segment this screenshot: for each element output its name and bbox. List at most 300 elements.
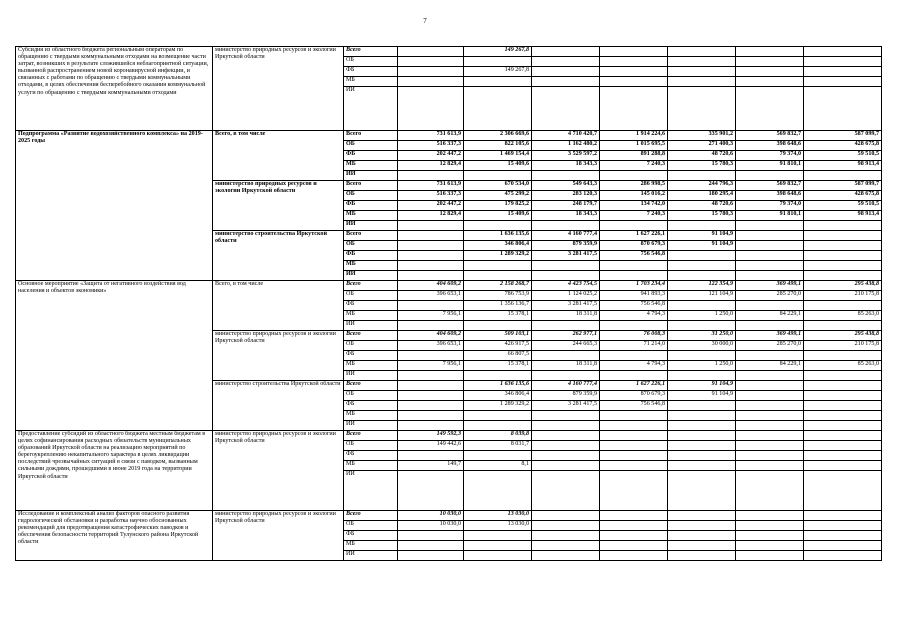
responsible-executor: министерство природных ресурсов и экологии Иркутской области: [213, 181, 344, 231]
amount-cell: [736, 451, 804, 461]
amount-cell: [668, 431, 736, 441]
amount-cell: [464, 271, 532, 281]
amount-cell: 404 609,2: [398, 281, 464, 291]
amount-cell: [804, 241, 882, 251]
amount-cell: [600, 57, 668, 67]
amount-cell: 1 636 135,6: [464, 381, 532, 391]
program-block: [16, 281, 882, 431]
amount-cell: [398, 541, 464, 551]
amount-cell: [668, 57, 736, 67]
amount-cell: [398, 301, 464, 311]
funding-source: ФБ: [344, 351, 398, 361]
amount-cell: 79 374,0: [736, 201, 804, 211]
amount-cell: 426 917,5: [464, 341, 532, 351]
amount-cell: [736, 77, 804, 87]
funding-source: ОБ: [344, 141, 398, 151]
amount-cell: [398, 77, 464, 87]
amount-cell: [464, 171, 532, 181]
amount-cell: [600, 551, 668, 561]
amount-cell: [804, 441, 882, 451]
amount-cell: [668, 511, 736, 521]
amount-cell: 149 267,8: [464, 67, 532, 77]
amount-cell: 283 120,3: [532, 191, 600, 201]
amount-cell: [532, 551, 600, 561]
amount-cell: 1 250,0: [668, 311, 736, 321]
amount-cell: [600, 441, 668, 451]
amount-cell: 202 447,2: [398, 151, 464, 161]
amount-cell: [668, 47, 736, 57]
amount-cell: 84 229,1: [736, 311, 804, 321]
amount-cell: [532, 461, 600, 471]
amount-cell: [600, 461, 668, 471]
amount-cell: [736, 391, 804, 401]
amount-cell: [736, 471, 804, 511]
amount-cell: 891 288,8: [600, 151, 668, 161]
amount-cell: 3 529 597,2: [532, 151, 600, 161]
amount-cell: [532, 57, 600, 67]
amount-cell: 18 311,8: [532, 311, 600, 321]
amount-cell: [804, 521, 882, 531]
program-block: [16, 47, 882, 131]
funding-source: МБ: [344, 77, 398, 87]
amount-cell: [532, 261, 600, 271]
funding-source: ОБ: [344, 341, 398, 351]
amount-cell: 15 780,3: [668, 211, 736, 221]
amount-cell: 3 281 417,5: [532, 401, 600, 411]
responsible-executor: министерство природных ресурсов и экологии Иркутской области: [213, 431, 344, 511]
amount-cell: [804, 47, 882, 57]
amount-cell: [600, 351, 668, 361]
funding-source: МБ: [344, 541, 398, 551]
amount-cell: 76 008,3: [600, 331, 668, 341]
amount-cell: 271 400,3: [668, 141, 736, 151]
amount-cell: [804, 421, 882, 431]
amount-cell: [600, 87, 668, 131]
amount-cell: [398, 451, 464, 461]
amount-cell: [600, 431, 668, 441]
funding-source: Всего: [344, 47, 398, 57]
amount-cell: 4 160 777,4: [532, 381, 600, 391]
funding-source: МБ: [344, 161, 398, 171]
amount-cell: [464, 87, 532, 131]
amount-cell: 48 720,6: [668, 201, 736, 211]
amount-cell: [600, 421, 668, 431]
amount-cell: [668, 441, 736, 451]
amount-cell: 295 438,8: [804, 281, 882, 291]
amount-cell: [532, 67, 600, 77]
amount-cell: [736, 57, 804, 67]
responsible-executor: министерство строительства Иркутской области: [213, 381, 344, 431]
table-row: [16, 281, 882, 291]
funding-source: ФБ: [344, 301, 398, 311]
amount-cell: 3 281 417,5: [532, 251, 600, 261]
amount-cell: [804, 57, 882, 67]
amount-cell: [804, 67, 882, 77]
amount-cell: [736, 511, 804, 521]
amount-cell: 286 998,5: [600, 181, 668, 191]
amount-cell: 398 648,6: [736, 191, 804, 201]
amount-cell: 786 753,9: [464, 291, 532, 301]
amount-cell: [398, 261, 464, 271]
amount-cell: 202 447,2: [398, 201, 464, 211]
responsible-executor: министерство строительства Иркутской области: [213, 231, 344, 281]
amount-cell: [398, 251, 464, 261]
amount-cell: [398, 381, 464, 391]
amount-cell: [532, 87, 600, 131]
amount-cell: [464, 77, 532, 87]
amount-cell: [532, 431, 600, 441]
amount-cell: [668, 531, 736, 541]
amount-cell: 18 311,8: [532, 361, 600, 371]
amount-cell: [736, 47, 804, 57]
amount-cell: 84 229,1: [736, 361, 804, 371]
amount-cell: 1 703 234,4: [600, 281, 668, 291]
amount-cell: 244 665,3: [532, 341, 600, 351]
amount-cell: 1 636 135,6: [464, 231, 532, 241]
amount-cell: [464, 261, 532, 271]
amount-cell: 8,1: [464, 461, 532, 471]
funding-source: Всего: [344, 281, 398, 291]
funding-source: МБ: [344, 361, 398, 371]
amount-cell: 210 175,8: [804, 291, 882, 301]
amount-cell: [804, 301, 882, 311]
funding-source: ИИ: [344, 551, 398, 561]
amount-cell: 149 267,8: [464, 47, 532, 57]
amount-cell: [532, 171, 600, 181]
amount-cell: [464, 411, 532, 421]
amount-cell: [398, 401, 464, 411]
amount-cell: [532, 221, 600, 231]
amount-cell: [736, 531, 804, 541]
table-row: [16, 47, 882, 57]
program-block: [16, 511, 882, 561]
amount-cell: 731 613,9: [398, 131, 464, 141]
amount-cell: 756 546,8: [600, 301, 668, 311]
amount-cell: [736, 461, 804, 471]
amount-cell: [804, 511, 882, 521]
amount-cell: [804, 391, 882, 401]
amount-cell: [668, 301, 736, 311]
funding-source: ОБ: [344, 57, 398, 67]
amount-cell: [804, 451, 882, 461]
amount-cell: 145 016,2: [600, 191, 668, 201]
amount-cell: 4 423 754,5: [532, 281, 600, 291]
amount-cell: [804, 251, 882, 261]
amount-cell: [532, 47, 600, 57]
amount-cell: [668, 371, 736, 381]
amount-cell: [464, 57, 532, 67]
amount-cell: [804, 77, 882, 87]
funding-source: МБ: [344, 411, 398, 421]
amount-cell: [668, 521, 736, 531]
amount-cell: 587 099,7: [804, 181, 882, 191]
amount-cell: 13 030,0: [464, 511, 532, 521]
amount-cell: 870 679,3: [600, 241, 668, 251]
funding-source: ФБ: [344, 531, 398, 541]
amount-cell: 149 442,6: [398, 441, 464, 451]
table-row: [16, 511, 882, 521]
amount-cell: [600, 541, 668, 551]
amount-cell: [668, 251, 736, 261]
amount-cell: [668, 221, 736, 231]
amount-cell: [398, 57, 464, 67]
amount-cell: [668, 551, 736, 561]
amount-cell: [804, 541, 882, 551]
amount-cell: 4 794,3: [600, 361, 668, 371]
amount-cell: [736, 431, 804, 441]
amount-cell: [600, 471, 668, 511]
amount-cell: [668, 541, 736, 551]
amount-cell: 121 104,9: [668, 291, 736, 301]
funding-source: Всего: [344, 331, 398, 341]
responsible-executor: Всего, в том числе: [213, 131, 344, 181]
amount-cell: 731 613,9: [398, 181, 464, 191]
funding-source: Всего: [344, 431, 398, 441]
amount-cell: [736, 371, 804, 381]
funding-source: ФБ: [344, 401, 398, 411]
amount-cell: [532, 541, 600, 551]
amount-cell: [804, 221, 882, 231]
amount-cell: [532, 471, 600, 511]
amount-cell: 98 913,4: [804, 211, 882, 221]
amount-cell: 262 977,1: [532, 331, 600, 341]
amount-cell: 31 250,0: [668, 331, 736, 341]
amount-cell: 59 510,5: [804, 201, 882, 211]
funding-source: ОБ: [344, 191, 398, 201]
funding-source: ФБ: [344, 151, 398, 161]
amount-cell: [600, 171, 668, 181]
responsible-executor: министерство природных ресурсов и экологии Иркутской области: [213, 47, 344, 131]
amount-cell: [804, 231, 882, 241]
amount-cell: [532, 511, 600, 521]
amount-cell: [736, 171, 804, 181]
amount-cell: [804, 371, 882, 381]
responsible-executor: министерство природных ресурсов и экологии Иркутской области: [213, 331, 344, 381]
amount-cell: 3 281 417,5: [532, 301, 600, 311]
amount-cell: [668, 67, 736, 77]
amount-cell: [464, 541, 532, 551]
amount-cell: [398, 171, 464, 181]
amount-cell: 134 742,0: [600, 201, 668, 211]
amount-cell: 4 794,3: [600, 311, 668, 321]
measure-description: Основное мероприятие «Защита от негативного воздействия вод населения и объектов экономики»: [16, 281, 213, 431]
amount-cell: 1 914 224,6: [600, 131, 668, 141]
amount-cell: [804, 431, 882, 441]
table-row: [16, 131, 882, 141]
amount-cell: 1 627 226,1: [600, 381, 668, 391]
amount-cell: 428 675,8: [804, 141, 882, 151]
amount-cell: [668, 461, 736, 471]
amount-cell: 822 105,6: [464, 141, 532, 151]
amount-cell: 59 510,5: [804, 151, 882, 161]
amount-cell: 180 295,4: [668, 191, 736, 201]
budget-table: [15, 46, 882, 561]
amount-cell: [398, 321, 464, 331]
amount-cell: [736, 541, 804, 551]
amount-cell: 428 675,8: [804, 191, 882, 201]
amount-cell: 756 546,8: [600, 251, 668, 261]
amount-cell: [668, 351, 736, 361]
amount-cell: [668, 471, 736, 511]
amount-cell: [398, 391, 464, 401]
amount-cell: [398, 471, 464, 511]
amount-cell: 244 796,3: [668, 181, 736, 191]
amount-cell: 7 240,3: [600, 211, 668, 221]
amount-cell: [600, 271, 668, 281]
amount-cell: 295 438,8: [804, 331, 882, 341]
amount-cell: 7 956,1: [398, 311, 464, 321]
amount-cell: [736, 401, 804, 411]
funding-source: ИИ: [344, 171, 398, 181]
amount-cell: 8 039,8: [464, 431, 532, 441]
amount-cell: [398, 47, 464, 57]
amount-cell: [464, 321, 532, 331]
amount-cell: [398, 231, 464, 241]
funding-source: ИИ: [344, 87, 398, 131]
amount-cell: [532, 441, 600, 451]
amount-cell: [804, 531, 882, 541]
amount-cell: 1 250,0: [668, 361, 736, 371]
program-block: [16, 131, 882, 281]
funding-source: Всего: [344, 131, 398, 141]
amount-cell: 670 534,0: [464, 181, 532, 191]
amount-cell: 516 337,3: [398, 141, 464, 151]
funding-source: ОБ: [344, 441, 398, 451]
amount-cell: [600, 411, 668, 421]
amount-cell: [736, 251, 804, 261]
funding-source: Всего: [344, 511, 398, 521]
amount-cell: [398, 551, 464, 561]
amount-cell: 756 546,8: [600, 401, 668, 411]
amount-cell: [532, 351, 600, 361]
amount-cell: 7 240,3: [600, 161, 668, 171]
amount-cell: 66 807,5: [464, 351, 532, 361]
amount-cell: [532, 321, 600, 331]
amount-cell: 404 609,2: [398, 331, 464, 341]
amount-cell: [736, 351, 804, 361]
amount-cell: [398, 411, 464, 421]
amount-cell: 98 913,4: [804, 161, 882, 171]
funding-source: Всего: [344, 231, 398, 241]
amount-cell: [600, 521, 668, 531]
amount-cell: [736, 551, 804, 561]
amount-cell: 10 030,0: [398, 521, 464, 531]
amount-cell: 122 354,9: [668, 281, 736, 291]
amount-cell: [600, 511, 668, 521]
amount-cell: [804, 351, 882, 361]
amount-cell: [668, 261, 736, 271]
amount-cell: 509 103,1: [464, 331, 532, 341]
funding-source: ИИ: [344, 471, 398, 511]
amount-cell: 569 832,7: [736, 131, 804, 141]
funding-source: ОБ: [344, 521, 398, 531]
amount-cell: [804, 551, 882, 561]
amount-cell: 18 343,3: [532, 211, 600, 221]
amount-cell: [600, 47, 668, 57]
amount-cell: 85 263,0: [804, 311, 882, 321]
amount-cell: 879 359,9: [532, 241, 600, 251]
amount-cell: 10 030,0: [398, 511, 464, 521]
amount-cell: [532, 411, 600, 421]
amount-cell: [532, 421, 600, 431]
amount-cell: [464, 451, 532, 461]
amount-cell: [736, 441, 804, 451]
amount-cell: 8 031,7: [464, 441, 532, 451]
amount-cell: 1 162 480,2: [532, 141, 600, 151]
funding-source: ОБ: [344, 241, 398, 251]
amount-cell: 475 299,2: [464, 191, 532, 201]
amount-cell: 79 374,0: [736, 151, 804, 161]
amount-cell: 248 179,7: [532, 201, 600, 211]
amount-cell: 149,7: [398, 461, 464, 471]
amount-cell: [600, 371, 668, 381]
amount-cell: [600, 77, 668, 87]
amount-cell: 48 720,6: [668, 151, 736, 161]
responsible-executor: Всего, в том числе: [213, 281, 344, 331]
amount-cell: [398, 221, 464, 231]
amount-cell: [398, 67, 464, 77]
amount-cell: [804, 87, 882, 131]
amount-cell: 4 160 777,4: [532, 231, 600, 241]
responsible-executor: министерство природных ресурсов и экологии Иркутской области: [213, 511, 344, 561]
amount-cell: 91 810,1: [736, 211, 804, 221]
amount-cell: [736, 231, 804, 241]
funding-source: Всего: [344, 181, 398, 191]
amount-cell: 346 806,4: [464, 391, 532, 401]
amount-cell: [736, 421, 804, 431]
amount-cell: 2 306 669,6: [464, 131, 532, 141]
amount-cell: [804, 461, 882, 471]
amount-cell: 1 356 136,7: [464, 301, 532, 311]
amount-cell: [464, 551, 532, 561]
measure-description: Предоставление субсидий из областного бюджета местным бюджетам в целях софинансирования расходных обязательств муниципальных образований Иркутской области на реализацию мероприятий по берегоукреплению некапитального характера в целях ликвидации последствий чрезвычайных ситуаций в связи с паводком, вызванным сильными дождями, прошедшими в июне 2019 года на территории Иркутской области: [16, 431, 213, 511]
amount-cell: [668, 271, 736, 281]
amount-cell: 15 780,3: [668, 161, 736, 171]
amount-cell: 91 104,9: [668, 231, 736, 241]
funding-source: ФБ: [344, 67, 398, 77]
amount-cell: [668, 411, 736, 421]
funding-source: МБ: [344, 311, 398, 321]
amount-cell: 1 289 329,2: [464, 401, 532, 411]
amount-cell: [464, 531, 532, 541]
amount-cell: 1 015 695,5: [600, 141, 668, 151]
amount-cell: 7 956,1: [398, 361, 464, 371]
funding-source: МБ: [344, 461, 398, 471]
amount-cell: [398, 371, 464, 381]
amount-cell: 941 893,3: [600, 291, 668, 301]
funding-source: ОБ: [344, 291, 398, 301]
funding-source: Всего: [344, 381, 398, 391]
amount-cell: [532, 271, 600, 281]
amount-cell: 369 499,1: [736, 331, 804, 341]
amount-cell: [398, 351, 464, 361]
amount-cell: 12 829,4: [398, 161, 464, 171]
amount-cell: [668, 401, 736, 411]
amount-cell: [398, 241, 464, 251]
amount-cell: [804, 411, 882, 421]
amount-cell: [600, 67, 668, 77]
amount-cell: 91 104,9: [668, 391, 736, 401]
amount-cell: [736, 87, 804, 131]
amount-cell: [804, 471, 882, 511]
amount-cell: [532, 77, 600, 87]
funding-source: МБ: [344, 261, 398, 271]
amount-cell: 12 829,4: [398, 211, 464, 221]
funding-source: ФБ: [344, 451, 398, 461]
funding-source: ИИ: [344, 421, 398, 431]
amount-cell: [736, 301, 804, 311]
amount-cell: 210 175,8: [804, 341, 882, 351]
